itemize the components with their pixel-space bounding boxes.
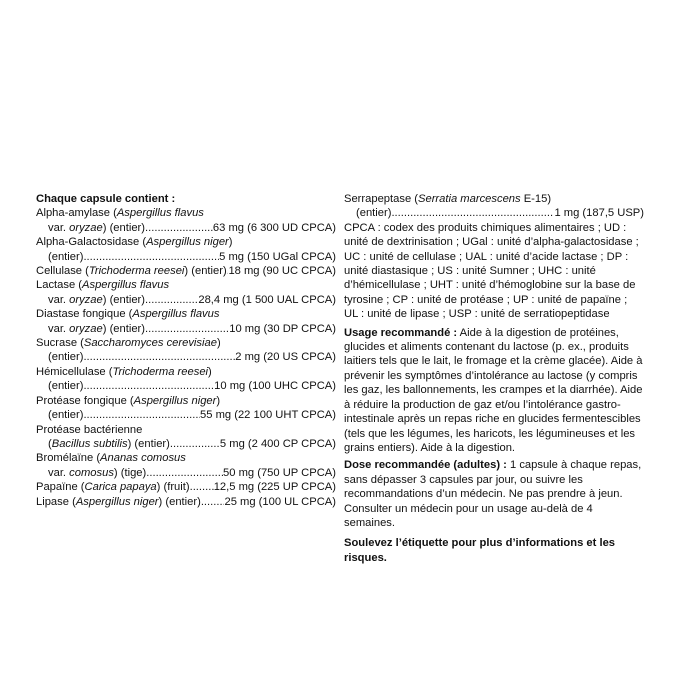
ingredient-dose-line — [36, 350, 336, 364]
serrapeptase-dose-line — [344, 206, 644, 220]
ingredient-text: Protéase fongique ( — [36, 394, 134, 407]
ingredient-text: Diastase fongique ( — [36, 308, 133, 321]
ingredient-dose-line — [36, 480, 336, 494]
ingredient-descriptor — [48, 250, 83, 264]
ingredient-dose-line — [36, 466, 336, 480]
ingredients-list — [36, 206, 336, 509]
ingredient-amount: 25 mg (100 UL CPCA) — [224, 495, 336, 508]
leader-dots — [145, 322, 229, 336]
warning-paragraph — [344, 536, 644, 565]
ingredient-text: (entier) — [48, 351, 84, 364]
serrapeptase-species: Serratia marcescens — [418, 193, 521, 205]
ingredient-name-line — [36, 394, 336, 408]
species-name: comosus — [69, 466, 114, 479]
ingredient-name-line — [36, 336, 336, 350]
ingredient-text: Bromélaïne ( — [36, 452, 101, 465]
usage-paragraph — [344, 326, 644, 456]
ingredient-text: ) — [216, 394, 221, 407]
ingredient-descriptor — [36, 480, 190, 494]
species-name: Bacillus subtilis — [51, 437, 128, 450]
ingredient-text: var. — [48, 322, 70, 335]
ingredient-amount: 2 mg (20 US CPCA) — [235, 351, 336, 364]
species-name: oryzae — [69, 293, 103, 306]
ingredient-amount: 63 mg (6 300 UD CPCA) — [212, 221, 336, 234]
species-name: Aspergillus niger — [75, 495, 159, 508]
ingredient-dose-line — [36, 379, 336, 393]
ingredient-text: Alpha-Galactosidase ( — [36, 236, 147, 249]
ingredient-text: (entier) — [48, 380, 84, 393]
ingredient-amount: 18 mg (90 UC CPCA) — [228, 265, 336, 278]
leader-dots — [83, 250, 219, 264]
ingredient-text: ) — [208, 365, 212, 378]
ingredient-dose-line — [36, 293, 336, 307]
species-name: Ananas comosus — [100, 452, 186, 465]
ingredient-text: ) (tige) — [113, 466, 147, 479]
species-name: Trichoderma reesei — [112, 365, 209, 378]
ingredient-dose-line — [36, 250, 336, 264]
ingredient-name-line — [36, 365, 336, 379]
leader-dots — [83, 379, 214, 393]
species-name: oryzae — [69, 221, 103, 234]
species-name: Aspergillus niger — [133, 394, 217, 407]
ingredient-amount: 55 mg (22 100 UHT CPCA) — [200, 409, 336, 422]
species-name: Carica papaya — [84, 481, 157, 494]
cpca-legend: CPCA : codex des produits chimiques alimentaires ; UD : unité de dextrinisation ; UGal : unité d’alpha-galactosidase ; UC : unité de cellulase ; UAL : unité d’acide lactase ; DP : unité diastasique ; US : unité Sumner ; UHC : unité d’hémicellulase ; UHT : unité d’hémoglobine sur la base de tyrosine ; CP : unité de protéase ; UP : unité de papaïne ; UL : unité de lipase ; USP : unité de serratiopeptidase — [344, 221, 639, 321]
ingredient-amount: 10 mg (30 DP CPCA) — [229, 322, 336, 335]
leader-dots — [145, 221, 213, 235]
ingredient-descriptor — [48, 379, 83, 393]
ingredient-amount: 12,5 mg (225 UP CPCA) — [213, 481, 336, 494]
ingredient-descriptor — [48, 466, 146, 480]
usage-label: Usage recommandé : — [344, 326, 458, 339]
info-column — [344, 192, 644, 565]
leader-dots — [83, 408, 200, 422]
ingredient-descriptor — [48, 408, 83, 422]
ingredient-descriptor — [48, 350, 83, 364]
ingredient-amount: 50 mg (750 UP CPCA) — [223, 466, 336, 479]
species-name: oryzae — [69, 322, 103, 335]
ingredient-text: var. — [48, 221, 70, 234]
dose-paragraph — [344, 458, 644, 530]
ingredient-text: (entier) — [48, 250, 84, 263]
serrapeptase-strain: E-15) — [520, 193, 552, 205]
species-name: Aspergillus flavus — [132, 308, 220, 321]
ingredient-name — [36, 206, 204, 220]
ingredient-name-line — [36, 451, 336, 465]
ingredient-name — [36, 307, 219, 321]
ingredient-dose-line — [36, 221, 336, 235]
warning-text: Soulevez l’étiquette pour plus d’informations et les risques. — [344, 537, 616, 564]
ingredient-text: Sucrase ( — [36, 337, 84, 350]
ingredient-text: Papaïne ( — [36, 481, 85, 494]
ingredient-name — [36, 451, 186, 465]
ingredient-text: Lactase ( — [36, 279, 83, 292]
ingredient-name — [36, 278, 169, 292]
ingredient-name-line — [36, 307, 336, 321]
leader-dots — [83, 350, 235, 364]
ingredient-amount: 28,4 mg (1 500 UAL CPCA) — [198, 293, 336, 306]
dose-text: 1 capsule à chaque repas, sans dépasser 3 capsules par jour, ou suivre les recommandations d’un médecin. Ne pas prendre à jeun. Consulter un médecin pour un usage au-delà de 4 semaines. — [344, 459, 642, 529]
ingredient-name — [36, 365, 212, 379]
ingredient-text: var. — [48, 466, 70, 479]
ingredient-dose-line — [36, 264, 336, 278]
ingredient-text: Lipase ( — [36, 495, 76, 508]
ingredient-name-line — [36, 423, 336, 437]
ingredient-dose-line — [36, 408, 336, 422]
ingredient-amount: 10 mg (100 UHC CPCA) — [214, 380, 336, 393]
ingredient-text: ) (entier) — [127, 437, 170, 450]
ingredient-text: ( — [48, 437, 52, 450]
ingredient-dose-line — [36, 437, 336, 451]
usage-text: Aide à la digestion de protéines, glucides et aliments contenant du lactose (p. ex., produits laitiers tels que le lait, le fromage et la crème glacée). Aide à prévenir les symptômes d’intolérance au lactose (y compris les gaz, les ballonnements, les crampes et la diarrhée). Aide à réduire la production de gaz et/ou l’intolérance gastro-intestinale après un repas riche en glucides fermentescibles (tels que les légumes, les haricots, les légumineuses et les grains entiers). Aide à la digestion. — [344, 326, 643, 454]
ingredient-text: ) (entier) — [102, 221, 146, 234]
ingredient-text: ) (entier) — [102, 322, 146, 335]
species-name: Aspergillus flavus — [82, 279, 170, 292]
ingredient-name-line — [36, 206, 336, 220]
species-name: Aspergillus niger — [146, 236, 229, 249]
ingredient-amount: 5 mg (150 UGal CPCA) — [219, 250, 336, 263]
ingredient-descriptor — [36, 495, 201, 509]
ingredient-name-line — [36, 235, 336, 249]
ingredient-text: Cellulase ( — [36, 265, 89, 278]
serrapeptase-label: Serrapeptase ( — [344, 193, 419, 205]
ingredient-amount: 5 mg (2 400 CP CPCA) — [219, 437, 336, 450]
ingredient-descriptor — [36, 264, 227, 278]
ingredient-dose-line — [36, 495, 336, 509]
ingredient-text: Hémicellulase ( — [36, 365, 113, 378]
leader-dots — [145, 293, 198, 307]
ingredient-name — [36, 394, 220, 408]
ingredient-name — [36, 336, 221, 350]
species-name: Trichoderma reesei — [88, 265, 185, 278]
ingredient-text: Protéase bactérienne — [36, 423, 143, 436]
ingredient-text: ) — [228, 236, 233, 249]
leader-dots — [201, 495, 225, 509]
ingredient-text: ) (entier) — [184, 265, 227, 278]
ingredient-text: (entier) — [48, 409, 84, 422]
ingredient-text: var. — [48, 293, 70, 306]
species-name: Saccharomyces cerevisiae — [83, 337, 217, 350]
ingredient-text: ) (fruit) — [156, 481, 190, 494]
serrapeptase-name — [344, 192, 644, 206]
ingredients-heading: Chaque capsule contient : — [36, 193, 176, 205]
dose-label: Dose recommandée (adultes) : — [344, 459, 507, 472]
ingredient-text: ) — [216, 337, 221, 350]
leader-dots — [146, 466, 223, 480]
ingredient-name — [36, 423, 142, 437]
ingredient-descriptor — [48, 322, 145, 336]
leader-dots — [391, 206, 554, 220]
ingredient-descriptor — [48, 437, 170, 451]
species-name: Aspergillus flavus — [116, 207, 204, 220]
leader-dots — [190, 480, 214, 494]
ingredient-name — [36, 235, 233, 249]
ingredient-text: ) (entier) — [158, 495, 201, 508]
ingredients-column — [36, 192, 336, 509]
leader-dots — [170, 437, 220, 451]
ingredient-name-line — [36, 278, 336, 292]
ingredient-dose-line — [36, 322, 336, 336]
ingredient-descriptor — [48, 293, 145, 307]
ingredient-text: ) (entier) — [102, 293, 146, 306]
serrapeptase-form: (entier) — [356, 207, 392, 220]
ingredient-text: Alpha-amylase ( — [36, 207, 117, 220]
ingredient-descriptor — [48, 221, 145, 235]
serrapeptase-amount: 1 mg (187,5 USP) — [554, 207, 644, 220]
